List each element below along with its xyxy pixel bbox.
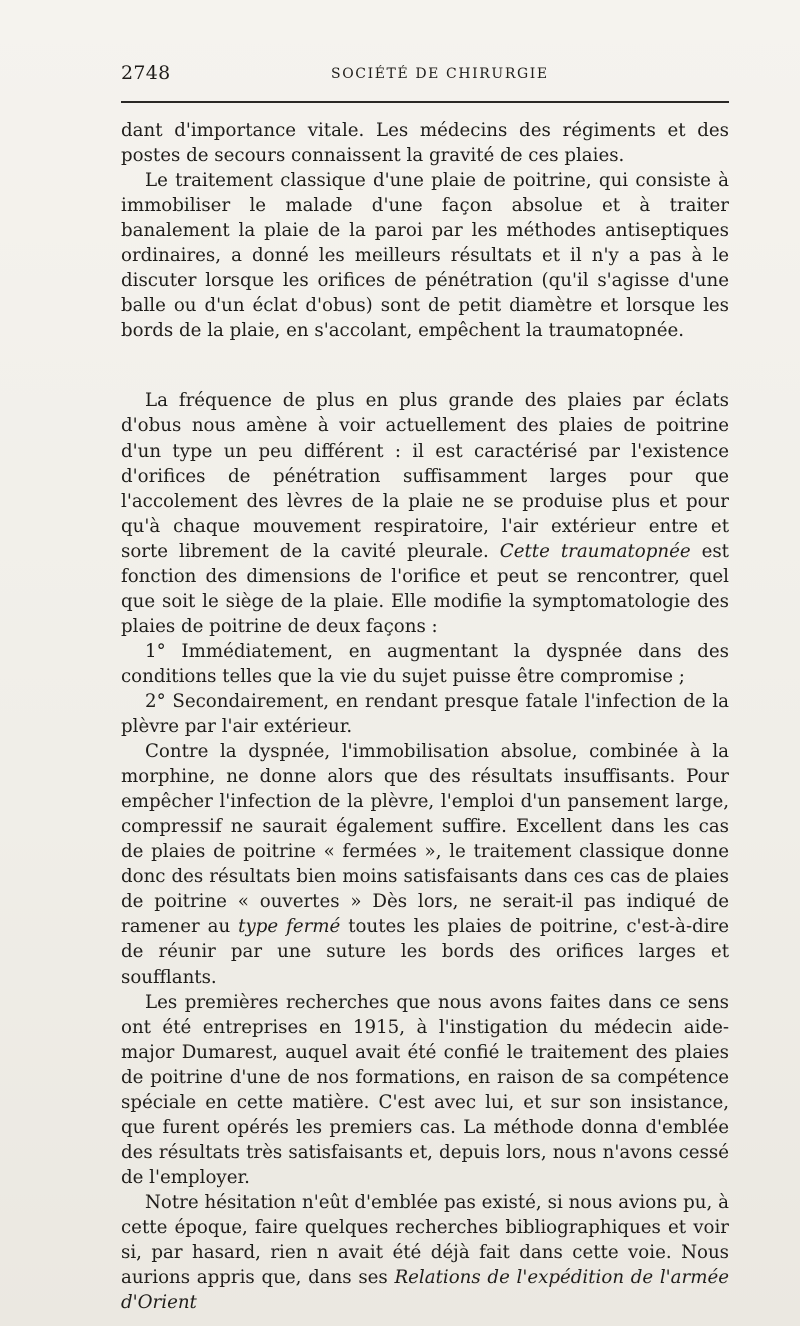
paragraph-point-one: 1° Immédiatement, en augmentant la dyspnée dans des conditions telles que la vie du sujet puisse être compromise ; <box>121 640 729 687</box>
italic-title-relations: Relations de l'expédition de l'armée d'Orient <box>121 1267 729 1314</box>
paragraph-gap <box>121 343 729 388</box>
paragraph-point-two: 2° Secondairement, en rendant presque fatale l'infection de la plèvre par l'air extérieur. <box>121 690 729 738</box>
running-head: SOCIÉTÉ DE CHIRURGIE <box>331 66 549 82</box>
paragraph-text-segment: toutes les plaies de poitrine, c'est-à-dire de réunir par une suture les bords des orifices larges et soufflants. <box>121 916 730 988</box>
paragraph-dyspnea <box>121 739 729 989</box>
paragraph-text-segment: Notre hésitation n'eût d'emblée pas existé, si nous avions pu, à cette époque, faire quelques recherches bibliographiques et voir si, par hasard, rien n avait été déjà fait dans cette voie. Nous aurions appris que, dans ses <box>121 1191 729 1289</box>
paragraph-traumatopnea <box>121 388 729 638</box>
page-number: 2748 <box>121 62 171 84</box>
paragraph-hesitation <box>121 1190 729 1315</box>
paragraph-continuation: dant d'importance vitale. Les médecins des régiments et des postes de secours connaissent la gravité de ces plaies. <box>121 120 729 167</box>
paragraph-text-segment: La fréquence de plus en plus grande des plaies par éclats d'obus nous amène à voir actuellement des plaies de poitrine d'un type un peu différent : il est caractérisé par l'existence d'orifices de pénétration suffisamment larges pour que l'accolement des lèvres de la plaie ne se produise plus et pour qu'à chaque mouvement respiratoire, l'air extérieur entre et sorte librement de la cavité pleurale. <box>121 390 729 562</box>
paragraph-first-research: Les premières recherches que nous avons faites dans ce sens ont été entreprises en 1915, à l'instigation du médecin aide-major Dumarest, auquel avait été confié le traitement des plaies de poitrine d'une de nos formations, en raison de sa compétence spéciale en cette matière. C'est avec lui, et sur son insistance, que furent opérés les premiers cas. La méthode donna d'emblée des résultats très satisfaisants et, depuis lors, nous n'avons cessé de l'employer. <box>121 991 729 1188</box>
italic-term-traumatopnea: Cette traumatopnée <box>499 540 691 562</box>
italic-term-type-ferme: type fermé <box>238 916 341 938</box>
page-header <box>121 62 729 90</box>
body-text <box>121 118 729 1315</box>
paragraph-text-segment: est fonction des dimensions de l'orifice et peut se rencontrer, quel que soit le siège de la plaie. Elle modifie la symptomatologie des plaies de poitrine de deux façons : <box>121 540 729 637</box>
paragraph-classic-treatment: Le traitement classique d'une plaie de poitrine, qui consiste à immobiliser le malade d'une façon absolue et à traiter banalement la plaie de la paroi par les méthodes antiseptiques ordinaires, a donné les meilleurs résultats et il n'y a pas à le discuter lorsque les orifices de pénétration (qu'il s'agisse d'une balle ou d'un éclat d'obus) sont de petit diamètre et lorsque les bords de la plaie, en s'accolant, empêchent la traumatopnée. <box>121 170 729 342</box>
paragraph-text-segment: Contre la dyspnée, l'immobilisation absolue, combinée à la morphine, ne donne alors que des résultats insuffisants. Pour empêcher l'infection de la plèvre, l'emploi d'un pansement large, compressif ne saurait également suffire. Excellent dans les cas de plaies de poitrine « fermées », le traitement classique donne donc des résultats bien moins satisfaisants dans ces cas de plaies de poitrine « ouvertes » Dès lors, ne serait-il pas indiqué de ramener au <box>121 741 729 938</box>
header-rule <box>121 101 729 103</box>
